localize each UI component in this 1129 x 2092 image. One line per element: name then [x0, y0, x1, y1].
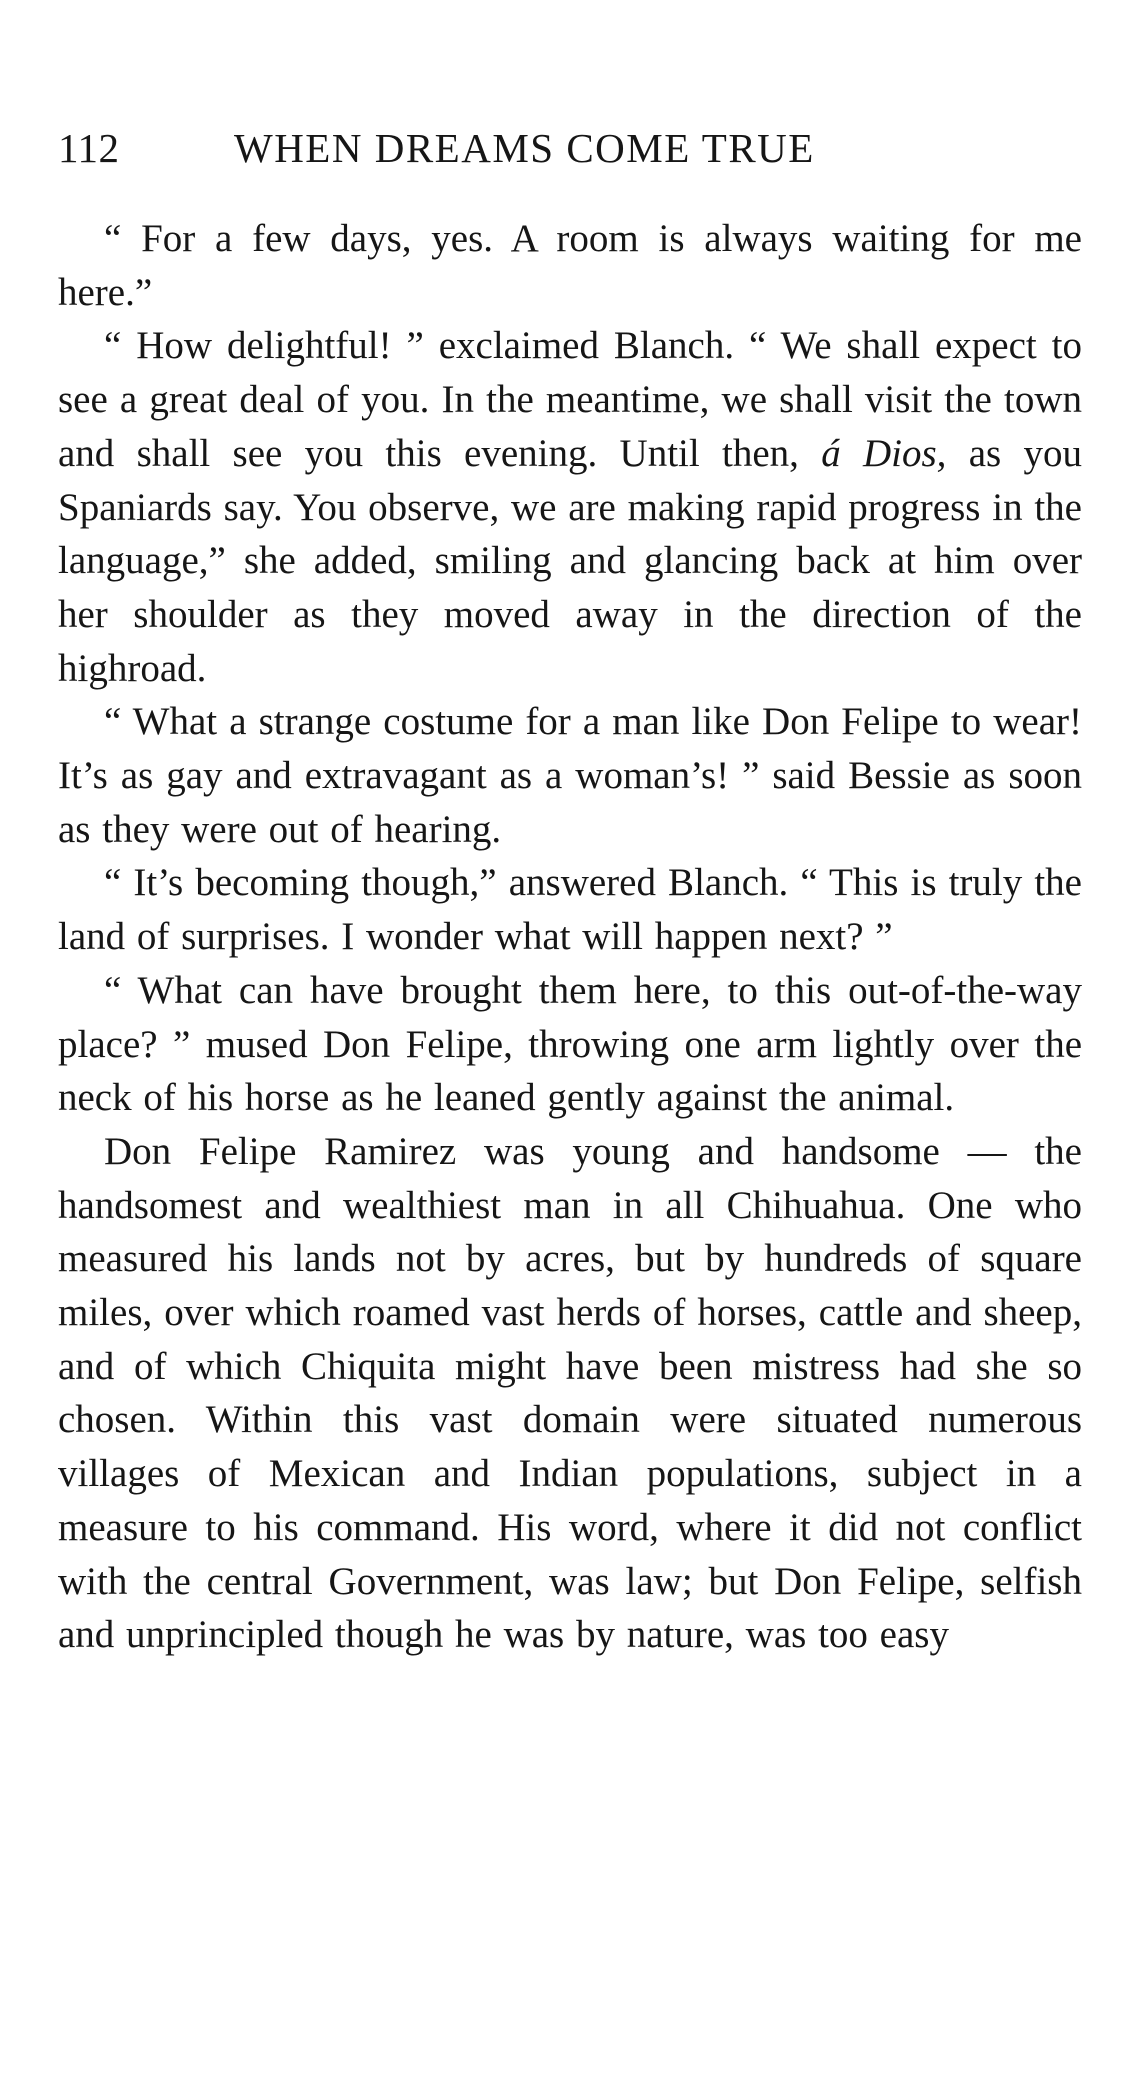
paragraph-text: “ For a few days, yes. A room is always waiting for me here.”	[58, 217, 1082, 314]
paragraph	[58, 695, 1082, 856]
book-page	[58, 118, 1082, 1662]
italic-phrase: á Dios,	[821, 431, 947, 475]
paragraph	[58, 212, 1082, 319]
page-header	[58, 118, 1082, 178]
body-text	[58, 212, 1082, 1662]
paragraph	[58, 319, 1082, 695]
page-number: 112	[58, 125, 120, 171]
running-head: WHEN DREAMS COME TRUE	[234, 125, 815, 171]
paragraph	[58, 964, 1082, 1125]
paragraph-text: “ How delightful! ” exclaimed Blanch. “ We shall expect to see a great deal of you. In the meantime, we shall visit the town and shall see you this evening. Until then,	[58, 324, 1082, 475]
paragraph-text: as you Spaniards say. You observe, we are making rapid progress in the language,” she added, smiling and glancing back at him over her shoulder as they moved away in the direction of the highroad.	[58, 431, 1082, 690]
paragraph-text: “ What a strange costume for a man like Don Felipe to wear! It’s as gay and extravagant as a woman’s! ” said Bessie as soon as they were out of hearing.	[58, 700, 1082, 851]
paragraph-text: Don Felipe Ramirez was young and handsome — the handsomest and wealthiest man in all Chihuahua. One who measured his lands not by acres, but by hundreds of square miles, over which roamed vast herds of horses, cattle and sheep, and of which Chiquita might have been mistress had she so chosen. Within this vast domain were situated numerous villages of Mexican and Indian populations, subject in a measure to his command. His word, where it did not conflict with the central Government, was law; but Don Felipe, selfish and unprincipled though he was by nature, was too easy	[58, 1129, 1082, 1657]
paragraph-text: “ It’s becoming though,” answered Blanch. “ This is truly the land of surprises. I wonder what will happen next? ”	[58, 861, 1082, 959]
paragraph-text: “ What can have brought them here, to this out-of-the-way place? ” mused Don Felipe, throwing one arm lightly over the neck of his horse as he leaned gently against the animal.	[58, 968, 1082, 1120]
paragraph	[58, 1125, 1082, 1662]
paragraph	[58, 856, 1082, 963]
